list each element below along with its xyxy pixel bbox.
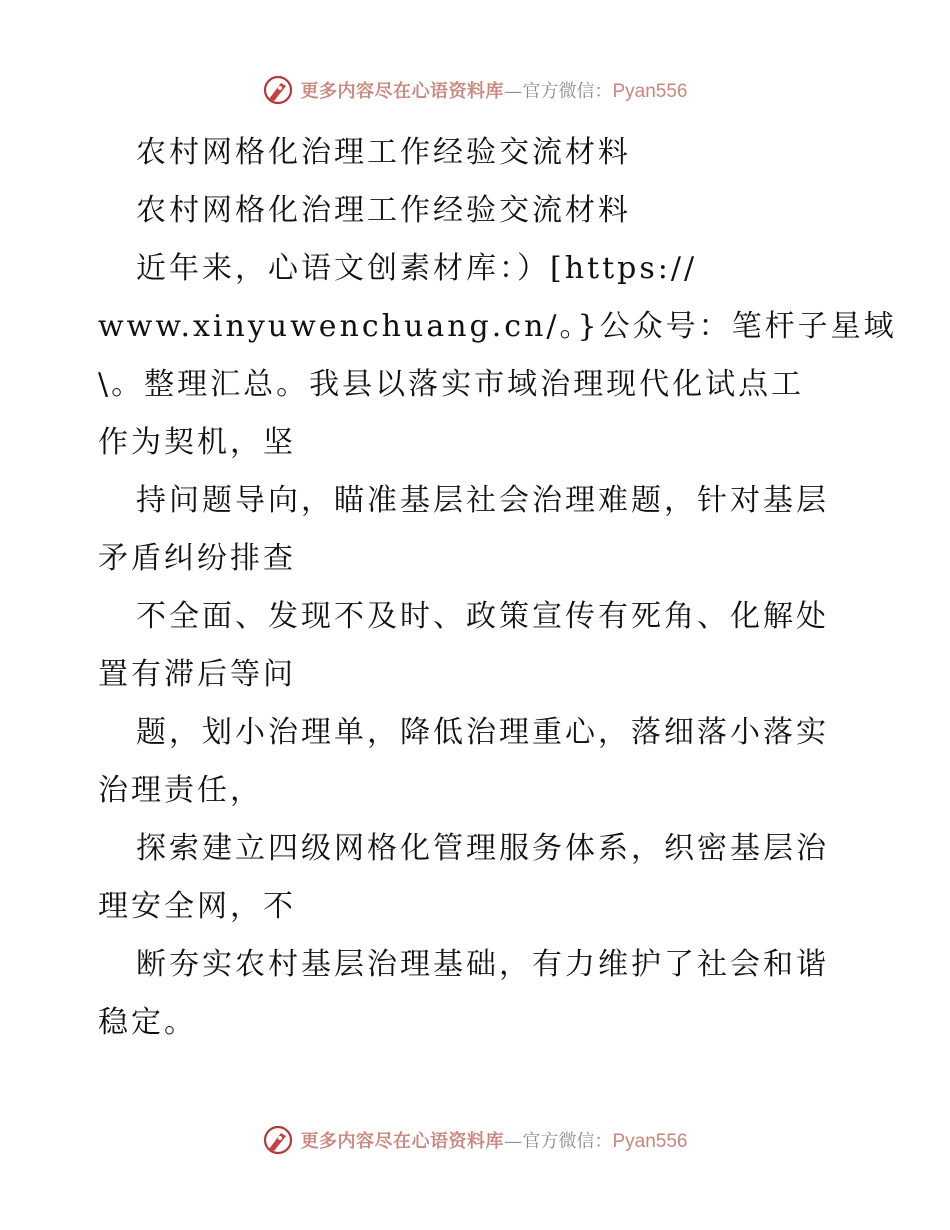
document-subtitle: 农村网格化治理工作经验交流材料 [136, 193, 631, 228]
banner-wechat-id: Pyan556 [612, 81, 688, 102]
pen-nib-logo-icon [262, 1124, 294, 1156]
banner-separator: — [503, 1131, 523, 1152]
banner-text [300, 77, 687, 103]
document-title: 农村网格化治理工作经验交流材料 [136, 135, 631, 170]
banner-text [300, 1127, 687, 1153]
paragraph-line: 作为契机，坚 [98, 425, 296, 460]
paragraph-line: 矛盾纠纷排查 [98, 541, 296, 576]
banner-separator: — [503, 81, 523, 102]
paragraph-line: 断夯实农村基层治理基础，有力维护了社会和谐 [136, 947, 829, 982]
paragraph-line: 理安全网，不 [98, 889, 296, 924]
banner-main-text: 更多内容尽在心语资料库 [300, 1131, 504, 1152]
banner-wechat-id: Pyan556 [612, 1131, 688, 1152]
banner-wechat-label: 官方微信： [522, 81, 613, 102]
paragraph-line: 近年来，心语文创素材库：）[https:// [136, 251, 698, 286]
paragraph-line: 不全面、发现不及时、政策宣传有死角、化解处 [136, 599, 829, 634]
footer-banner [0, 1120, 950, 1160]
paragraph-line: 稳定。 [98, 1005, 197, 1040]
paragraph-line: www.xinyuwenchuang.cn/。}公众号：笔杆子星域 [98, 309, 897, 344]
banner-main-text: 更多内容尽在心语资料库 [300, 81, 504, 102]
paragraph-line: 探索建立四级网格化管理服务体系，织密基层治 [136, 831, 829, 866]
paragraph-line: \。整理汇总。我县以落实市域治理现代化试点工 [98, 367, 805, 402]
banner-wechat-label: 官方微信： [522, 1131, 613, 1152]
header-banner [0, 70, 950, 110]
paragraph-line: 持问题导向，瞄准基层社会治理难题，针对基层 [136, 483, 829, 518]
pen-nib-logo-icon [262, 74, 294, 106]
document-body [98, 124, 897, 1052]
paragraph-line: 治理责任， [98, 773, 263, 808]
paragraph-line: 题，划小治理单，降低治理重心，落细落小落实 [136, 715, 829, 750]
paragraph-line: 置有滞后等问 [98, 657, 296, 692]
